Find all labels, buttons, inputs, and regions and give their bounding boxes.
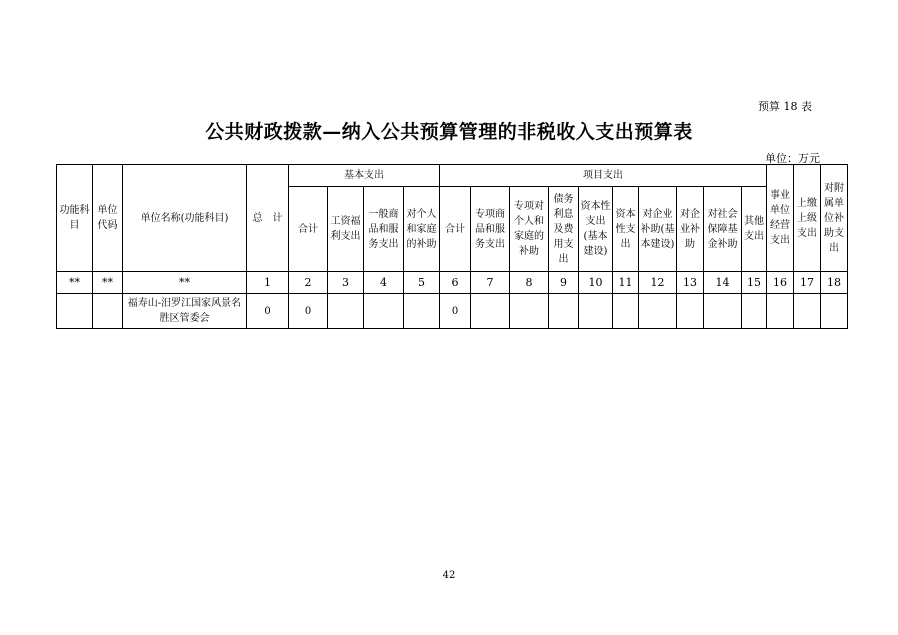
code-cell: 18: [821, 272, 848, 294]
data-cell: [364, 294, 404, 329]
budget-table: [56, 164, 848, 329]
data-cell: [677, 294, 704, 329]
header-project-total: 合计: [440, 187, 471, 272]
header-institution-operation: 事业单位经营支出: [767, 165, 794, 272]
data-cell: [821, 294, 848, 329]
code-cell: 10: [579, 272, 613, 294]
code-cell: **: [57, 272, 93, 294]
data-cell: [404, 294, 440, 329]
code-cell: 5: [404, 272, 440, 294]
data-cell: [794, 294, 821, 329]
data-cell-func-subject: [57, 294, 93, 329]
code-cell: 13: [677, 272, 704, 294]
data-cell: [579, 294, 613, 329]
header-personal-family-basic: 对个人和家庭的补助: [404, 187, 440, 272]
data-cell: [742, 294, 767, 329]
table-row: [57, 294, 848, 329]
data-cell-total: 0: [247, 294, 289, 329]
header-enterprise-subsidy: 对企业补助: [677, 187, 704, 272]
header-func-subject: 功能科目: [57, 165, 93, 272]
header-basic-total: 合计: [289, 187, 328, 272]
data-cell-project-total: 0: [440, 294, 471, 329]
header-unit-name: 单位名称(功能科目): [123, 165, 247, 272]
header-capital-basic-construction: 资本性支出(基本建设): [579, 187, 613, 272]
code-cell: 9: [549, 272, 579, 294]
header-general-goods: 一般商品和服务支出: [364, 187, 404, 272]
code-cell: 4: [364, 272, 404, 294]
data-cell: [613, 294, 639, 329]
header-special-personal-family: 专项对个人和家庭的补助: [510, 187, 549, 272]
code-cell: **: [123, 272, 247, 294]
code-cell: 14: [704, 272, 742, 294]
header-upper-level: 上缴上级支出: [794, 165, 821, 272]
code-cell: 6: [440, 272, 471, 294]
data-cell: [767, 294, 794, 329]
code-cell: 12: [639, 272, 677, 294]
data-cell-basic-total: 0: [289, 294, 328, 329]
header-social-security-fund: 对社会保障基金补助: [704, 187, 742, 272]
code-cell: 1: [247, 272, 289, 294]
code-cell: 3: [328, 272, 364, 294]
data-cell-unit-name: 福寿山-汨罗江国家风景名胜区管委会: [123, 294, 247, 329]
header-capital-expenditure: 资本性支出: [613, 187, 639, 272]
page-title: 公共财政拨款—纳入公共预算管理的非税收入支出预算表: [205, 121, 693, 143]
code-cell: 15: [742, 272, 767, 294]
data-cell: [328, 294, 364, 329]
column-code-row: [57, 272, 848, 294]
code-cell: 17: [794, 272, 821, 294]
data-cell: [639, 294, 677, 329]
header-total: 总 计: [247, 165, 289, 272]
unit-label: 单位：万元: [765, 152, 820, 165]
header-project-group: 项目支出: [440, 165, 767, 187]
code-cell: 16: [767, 272, 794, 294]
header-debt-interest: 债务利息及费用支出: [549, 187, 579, 272]
header-subordinate-subsidy: 对附属单位补助支出: [821, 165, 848, 272]
header-special-goods: 专项商品和服务支出: [471, 187, 510, 272]
header-unit-code: 单位代码: [93, 165, 123, 272]
header-salary-welfare: 工资福利支出: [328, 187, 364, 272]
code-cell: 7: [471, 272, 510, 294]
form-number: 预算 18 表: [758, 100, 812, 113]
code-cell: 2: [289, 272, 328, 294]
data-cell: [704, 294, 742, 329]
code-cell: 11: [613, 272, 639, 294]
code-cell: 8: [510, 272, 549, 294]
data-cell: [471, 294, 510, 329]
data-cell-unit-code: [93, 294, 123, 329]
code-cell: **: [93, 272, 123, 294]
header-basic-group: 基本支出: [289, 165, 440, 187]
header-enterprise-subsidy-construction: 对企业补助(基本建设): [639, 187, 677, 272]
data-cell: [510, 294, 549, 329]
data-cell: [549, 294, 579, 329]
header-other-expenditure: 其他支出: [742, 187, 767, 272]
page-number: 42: [442, 570, 456, 581]
